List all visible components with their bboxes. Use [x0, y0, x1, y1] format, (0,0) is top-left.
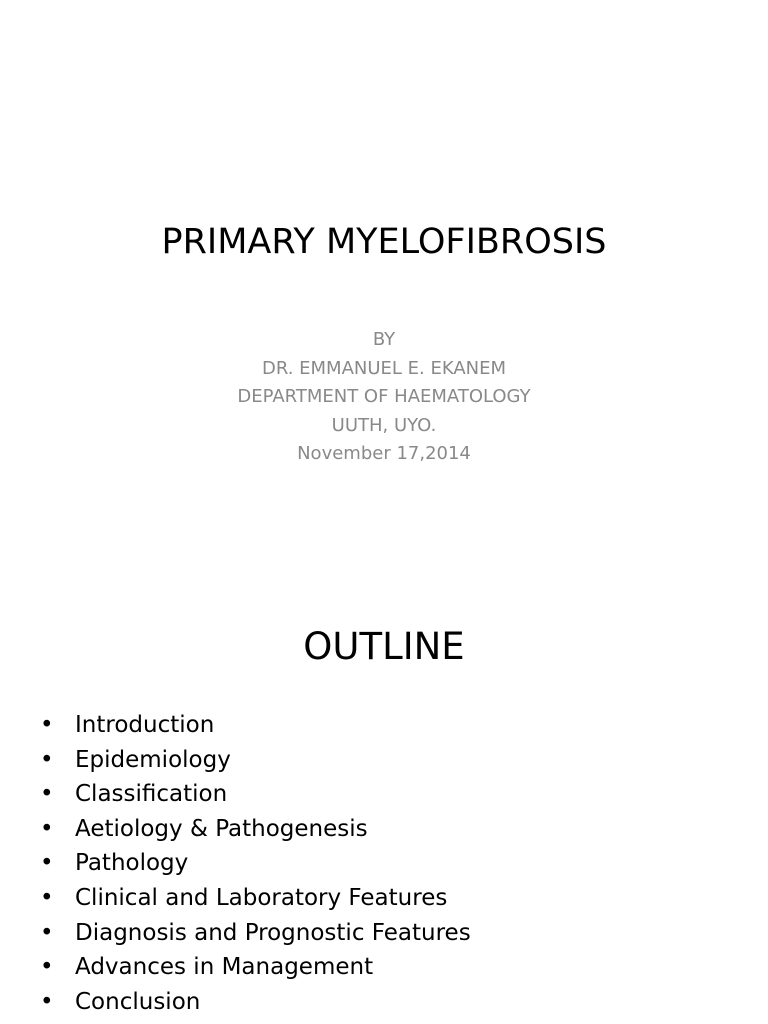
- bullet-icon: •: [40, 815, 54, 842]
- list-item: [40, 743, 471, 778]
- subtitle-by: BY: [372, 329, 396, 350]
- presenter-details: [0, 326, 768, 469]
- list-item: [40, 708, 471, 743]
- list-item: [40, 916, 471, 951]
- bullet-icon: •: [40, 850, 54, 877]
- list-item-label: Pathology: [75, 850, 189, 877]
- bullet-icon: •: [40, 746, 54, 773]
- list-item-label: Epidemiology: [75, 746, 231, 773]
- list-item: [40, 846, 471, 881]
- bullet-icon: •: [40, 712, 54, 738]
- list-item-label: Diagnosis and Prognostic Features: [75, 919, 471, 946]
- list-item: [40, 985, 471, 1020]
- department-name: DEPARTMENT OF HAEMATOLOGY: [237, 386, 531, 407]
- bullet-icon: •: [40, 954, 54, 981]
- presentation-title: PRIMARY MYELOFIBROSIS: [161, 222, 607, 262]
- bullet-icon: •: [40, 781, 54, 808]
- presenter-name: DR. EMMANUEL E. EKANEM: [261, 357, 507, 379]
- bullet-icon: •: [40, 919, 54, 946]
- list-item: [40, 950, 471, 985]
- list-item: [40, 881, 471, 916]
- list-item-label: Conclusion: [75, 988, 201, 1015]
- list-item-label: Advances in Management: [75, 954, 374, 981]
- list-item-label: Aetiology & Pathogenesis: [75, 815, 368, 842]
- bullet-icon: •: [40, 988, 54, 1015]
- outline-list: [40, 708, 471, 1019]
- outline-slide: [0, 576, 768, 1024]
- list-item: [40, 777, 471, 812]
- institution-name: UUTH, UYO.: [331, 414, 437, 436]
- list-item-label: Clinical and Laboratory Features: [75, 884, 448, 911]
- outline-title: OUTLINE: [303, 625, 465, 668]
- bullet-icon: •: [40, 884, 54, 911]
- presentation-date: November 17,2014: [297, 443, 471, 464]
- list-item: [40, 812, 471, 847]
- list-item-label: Introduction: [75, 712, 215, 738]
- list-item-label: Classification: [75, 781, 228, 808]
